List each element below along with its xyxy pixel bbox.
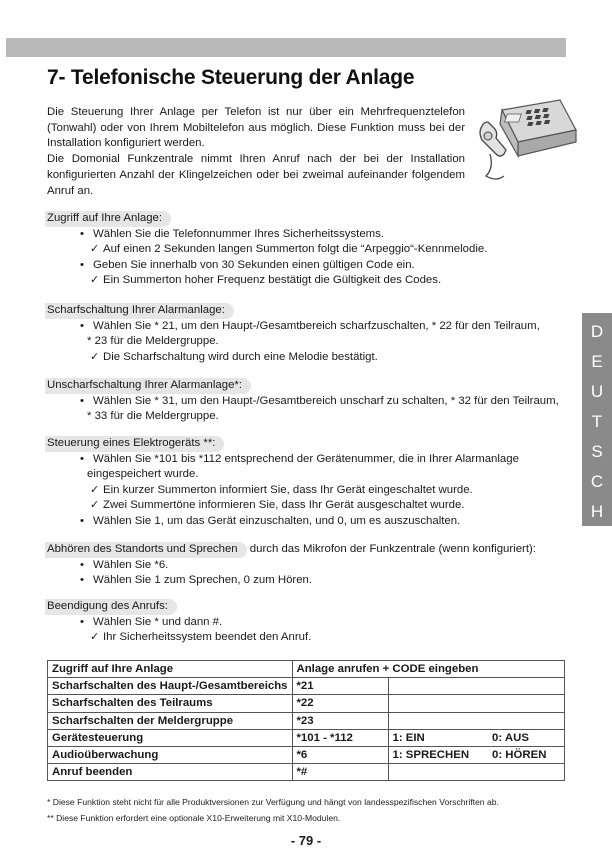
table-cell: Anlage anrufen + CODE eingeben [292, 661, 565, 678]
intro-paragraph: Die Steuerung Ihrer Anlage per Telefon ist nur über ein Mehrfrequenztelefon (Tonwahl) oder von Ihrem Mobiltelefon aus möglich. Diese Funktion muss bei der Installation konfiguriert werden. [47, 106, 465, 150]
bullet-item: • Wählen Sie * 21, um den Haupt-/Gesamtbereich scharfzuschalten, * 22 für den Teilraum, [47, 319, 577, 335]
language-tab-letter: D [590, 322, 604, 341]
table-cell: Zugriff auf Ihre Anlage [48, 661, 293, 678]
section-heading: Beendigung des Anrufs: [45, 599, 177, 615]
language-tab-letter: T [591, 412, 603, 431]
language-tab-letter: C [590, 472, 604, 491]
language-tab-letter: H [590, 502, 604, 521]
language-tab-letter: E [591, 352, 603, 371]
section-heading: Zugriff auf Ihre Anlage: [45, 211, 171, 227]
check-item: ✓ Ein kurzer Summerton informiert Sie, dass Ihr Gerät eingeschaltet wurde. [47, 483, 577, 499]
telephone-icon [474, 96, 578, 184]
header-bar [6, 38, 566, 57]
footnote: * Diese Funktion steht nicht für alle Produktversionen zur Verfügung und hängt von landesspezifischen Vorschriften ab. [47, 797, 499, 807]
bullet-item: • Wählen Sie * und dann #. [47, 615, 577, 631]
intro-paragraph: Die Domonial Funkzentrale nimmt Ihren Anruf nach der bei der Installation konfigurierten Anzahl der Klingelzeichen oder bei zweimal aufeinander folgendem Anruf an. [47, 153, 465, 197]
check-item: ✓ Auf einen 2 Sekunden langen Summerton folgt die “Arpeggio“-Kennmelodie. [47, 242, 577, 258]
table-row [48, 729, 565, 746]
table-cell: Scharfschalten des Teilraums [48, 695, 293, 712]
table-cell: Gerätesteuerung [48, 729, 293, 746]
bullet-continuation: eingespeichert wurde. [87, 468, 199, 481]
bullet-item: • Wählen Sie *6. [47, 558, 577, 574]
table-cell [488, 678, 565, 695]
table-cell: Audioüberwachung [48, 746, 293, 763]
section-abhoeren [47, 542, 577, 589]
bullet-item: • Geben Sie innerhalb von 30 Sekunden einen gültigen Code ein. [47, 258, 577, 274]
table-row [48, 678, 565, 695]
section-heading: Unscharfschaltung Ihrer Alarmanlage*: [45, 378, 251, 394]
section-beenden [47, 599, 577, 646]
page-title: 7- Telefonische Steuerung der Anlage [47, 66, 415, 89]
table-cell: *101 - *112 [292, 729, 388, 746]
table-cell: 1: SPRECHEN [388, 746, 488, 763]
check-item: ✓ Ihr Sicherheitssystem beendet den Anruf. [47, 630, 577, 646]
table-cell [388, 695, 488, 712]
table-cell [488, 712, 565, 729]
table-cell [388, 712, 488, 729]
table-cell: Scharfschalten des Haupt-/Gesamtbereichs [48, 678, 293, 695]
language-tab-letter: S [591, 442, 603, 461]
bullet-item: • Wählen Sie * 31, um den Haupt-/Gesamtbereich unscharf zu schalten, * 32 für den Teilraum, [47, 394, 577, 410]
intro-text [47, 105, 465, 199]
table-cell: *6 [292, 746, 388, 763]
table-cell [388, 678, 488, 695]
table-cell: *21 [292, 678, 388, 695]
section-heading: Scharfschaltung Ihrer Alarmanlage: [45, 303, 234, 319]
table-row [48, 712, 565, 729]
table-cell: 0: AUS [488, 729, 565, 746]
section-unscharfschaltung [47, 378, 577, 425]
section-heading-rest: durch das Mikrofon der Funkzentrale (wenn konfiguriert): [246, 543, 536, 555]
table-cell: *22 [292, 695, 388, 712]
bullet-item: • Wählen Sie *101 bis *112 entsprechend der Gerätenummer, die in Ihrer Alarmanlage [47, 452, 577, 468]
section-elektrogeraet [47, 436, 577, 530]
footnote: ** Diese Funktion erfordert eine optionale X10-Erweiterung mit X10-Modulen. [47, 813, 341, 823]
table-cell: 0: HÖREN [488, 746, 565, 763]
table-row [48, 746, 565, 763]
table-cell: Scharfschalten der Meldergruppe [48, 712, 293, 729]
bullet-item: • Wählen Sie die Telefonnummer Ihres Sicherheitssystems. [47, 227, 577, 243]
command-summary-table [47, 660, 565, 781]
table-cell [488, 695, 565, 712]
table-cell: 1: EIN [388, 729, 488, 746]
bullet-continuation: * 33 für die Meldergruppe. [87, 410, 219, 423]
table-cell [488, 764, 565, 781]
section-heading: Abhören des Standorts und Sprechen [45, 542, 247, 558]
table-cell [388, 764, 488, 781]
table-cell: *# [292, 764, 388, 781]
section-zugriff [47, 211, 577, 289]
page-number: - 79 - [290, 833, 322, 848]
table-cell: *23 [292, 712, 388, 729]
language-tab-letter: U [590, 382, 604, 401]
table-row [48, 764, 565, 781]
table-row [48, 695, 565, 712]
check-item: ✓ Die Scharfschaltung wird durch eine Melodie bestätigt. [47, 350, 577, 366]
bullet-continuation: * 23 für die Meldergruppe. [87, 335, 219, 348]
check-item: ✓ Ein Summerton hoher Frequenz bestätigt die Gültigkeit des Codes. [47, 273, 577, 289]
bullet-item: • Wählen Sie 1 zum Sprechen, 0 zum Hören. [47, 573, 577, 589]
language-tab [582, 313, 612, 526]
table-cell: Anruf beenden [48, 764, 293, 781]
table-row [48, 661, 565, 678]
section-scharfschaltung [47, 303, 577, 365]
section-heading: Steuerung eines Elektrogeräts **: [45, 436, 224, 452]
bullet-item: • Wählen Sie 1, um das Gerät einzuschalten, und 0, um es auszuschalten. [47, 514, 577, 530]
check-item: ✓ Zwei Summertöne informieren Sie, dass Ihr Gerät ausgeschaltet wurde. [47, 498, 577, 514]
